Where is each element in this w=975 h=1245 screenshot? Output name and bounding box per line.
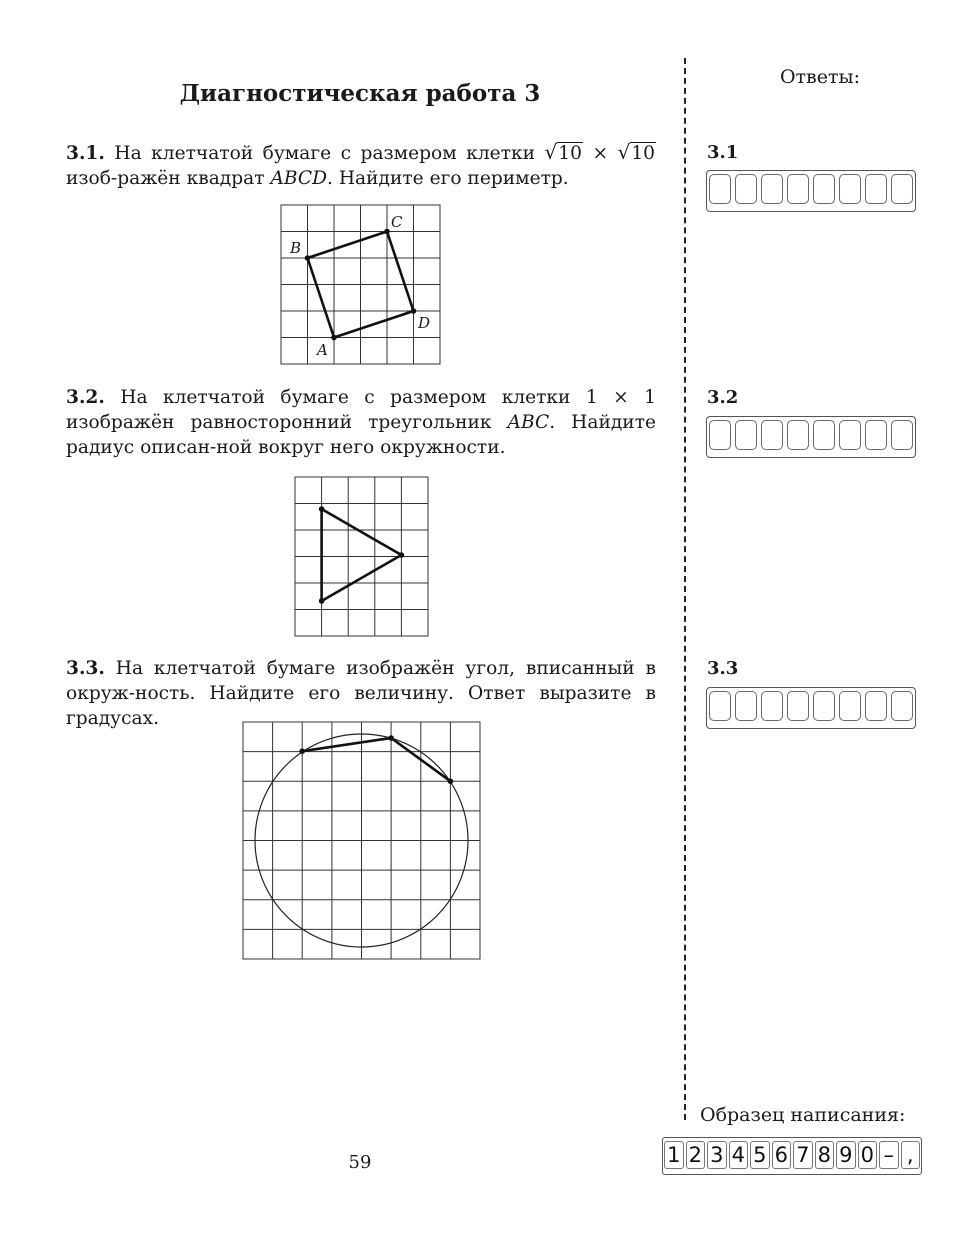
answer-cell[interactable] <box>891 174 913 204</box>
answer-cell[interactable] <box>735 691 757 721</box>
answer-cell[interactable] <box>813 174 835 204</box>
answer-field-3-3[interactable] <box>706 687 916 729</box>
sample-char: 0 <box>858 1141 878 1169</box>
page-title: Диагностическая работа 3 <box>179 80 541 107</box>
sqrt-value: 10 <box>631 143 655 164</box>
page-number: 59 <box>348 1152 372 1173</box>
answer-cell[interactable] <box>839 174 861 204</box>
answer-label-3-3: 3.3 <box>707 658 739 679</box>
answer-cell[interactable] <box>709 420 731 450</box>
grid-figure-triangle <box>293 475 430 638</box>
answers-header: Ответы: <box>779 66 861 88</box>
answer-cell[interactable] <box>865 691 887 721</box>
grid-lines <box>243 722 480 959</box>
problem-text: На клетчатой бумаге с размером клетки 1 × 1 изображён равносторонний треугольник <box>66 387 656 433</box>
sample-writing <box>662 1137 922 1175</box>
grid-figure-square <box>279 203 444 368</box>
figure-name: ABC <box>507 412 550 433</box>
answer-cell[interactable] <box>735 174 757 204</box>
problem-3-2 <box>66 385 656 460</box>
vertex-label-d: D <box>418 314 431 332</box>
answer-cell[interactable] <box>761 691 783 721</box>
sample-char: 5 <box>750 1141 770 1169</box>
answer-cell[interactable] <box>761 174 783 204</box>
problem-text: изоб-ражён квадрат <box>66 168 265 189</box>
answer-cell[interactable] <box>787 420 809 450</box>
sample-label: Образец написания: <box>700 1104 906 1126</box>
problem-number: 3.1. <box>66 143 105 164</box>
answer-label-3-1: 3.1 <box>707 142 739 163</box>
answer-cell[interactable] <box>891 691 913 721</box>
answer-cell[interactable] <box>813 420 835 450</box>
answer-cell[interactable] <box>709 174 731 204</box>
sample-char: 4 <box>729 1141 749 1169</box>
grid-lines <box>281 205 440 364</box>
sample-char: 3 <box>707 1141 727 1169</box>
problem-3-1 <box>66 140 656 191</box>
answer-field-3-1[interactable] <box>706 170 916 212</box>
problem-number: 3.3. <box>66 658 105 679</box>
sample-char: 2 <box>686 1141 706 1169</box>
sample-char: 6 <box>772 1141 792 1169</box>
triangle-abc <box>322 509 402 601</box>
inscribed-angle <box>302 738 450 781</box>
sqrt-expression: √10 <box>544 140 582 164</box>
grid-figure-inscribed-angle <box>241 720 482 961</box>
answer-cell[interactable] <box>839 420 861 450</box>
sample-char: 8 <box>815 1141 835 1169</box>
vertex-points <box>319 506 404 604</box>
answer-cell[interactable] <box>891 420 913 450</box>
answer-field-3-2[interactable] <box>706 416 916 458</box>
problem-text: . Найдите радиус описан-ной вокруг него окружности. <box>66 412 656 458</box>
problem-number: 3.2. <box>66 387 105 408</box>
answer-cell[interactable] <box>761 420 783 450</box>
vertex-label-b: B <box>290 239 302 257</box>
sample-char: 1 <box>664 1141 684 1169</box>
answer-cell[interactable] <box>735 420 757 450</box>
grid-lines <box>295 477 428 636</box>
problem-text: На клетчатой бумаге с размером клетки <box>114 143 535 164</box>
answer-cell[interactable] <box>787 174 809 204</box>
answer-cell[interactable] <box>787 691 809 721</box>
answer-cell[interactable] <box>865 420 887 450</box>
vertex-label-c: C <box>391 213 403 231</box>
answer-cell[interactable] <box>839 691 861 721</box>
sample-char: 7 <box>793 1141 813 1169</box>
answer-cell[interactable] <box>709 691 731 721</box>
problem-text: На клетчатой бумаге изображён угол, вписанный в окруж-ность. Найдите его величину. Ответ выразите в градусах. <box>66 658 657 729</box>
problem-text: . Найдите его периметр. <box>327 168 569 189</box>
sample-char: – <box>879 1141 899 1169</box>
sqrt-value: 10 <box>558 143 582 164</box>
vertex-label-a: A <box>317 341 328 359</box>
sqrt-expression: √10 <box>617 140 655 164</box>
figure-name: ABCD <box>270 168 328 189</box>
answer-cell[interactable] <box>865 174 887 204</box>
times-sign: × <box>592 143 609 164</box>
sample-char: , <box>901 1141 921 1169</box>
answer-cell[interactable] <box>813 691 835 721</box>
sample-char: 9 <box>836 1141 856 1169</box>
answer-label-3-2: 3.2 <box>707 387 739 408</box>
dashed-divider <box>684 58 686 1120</box>
